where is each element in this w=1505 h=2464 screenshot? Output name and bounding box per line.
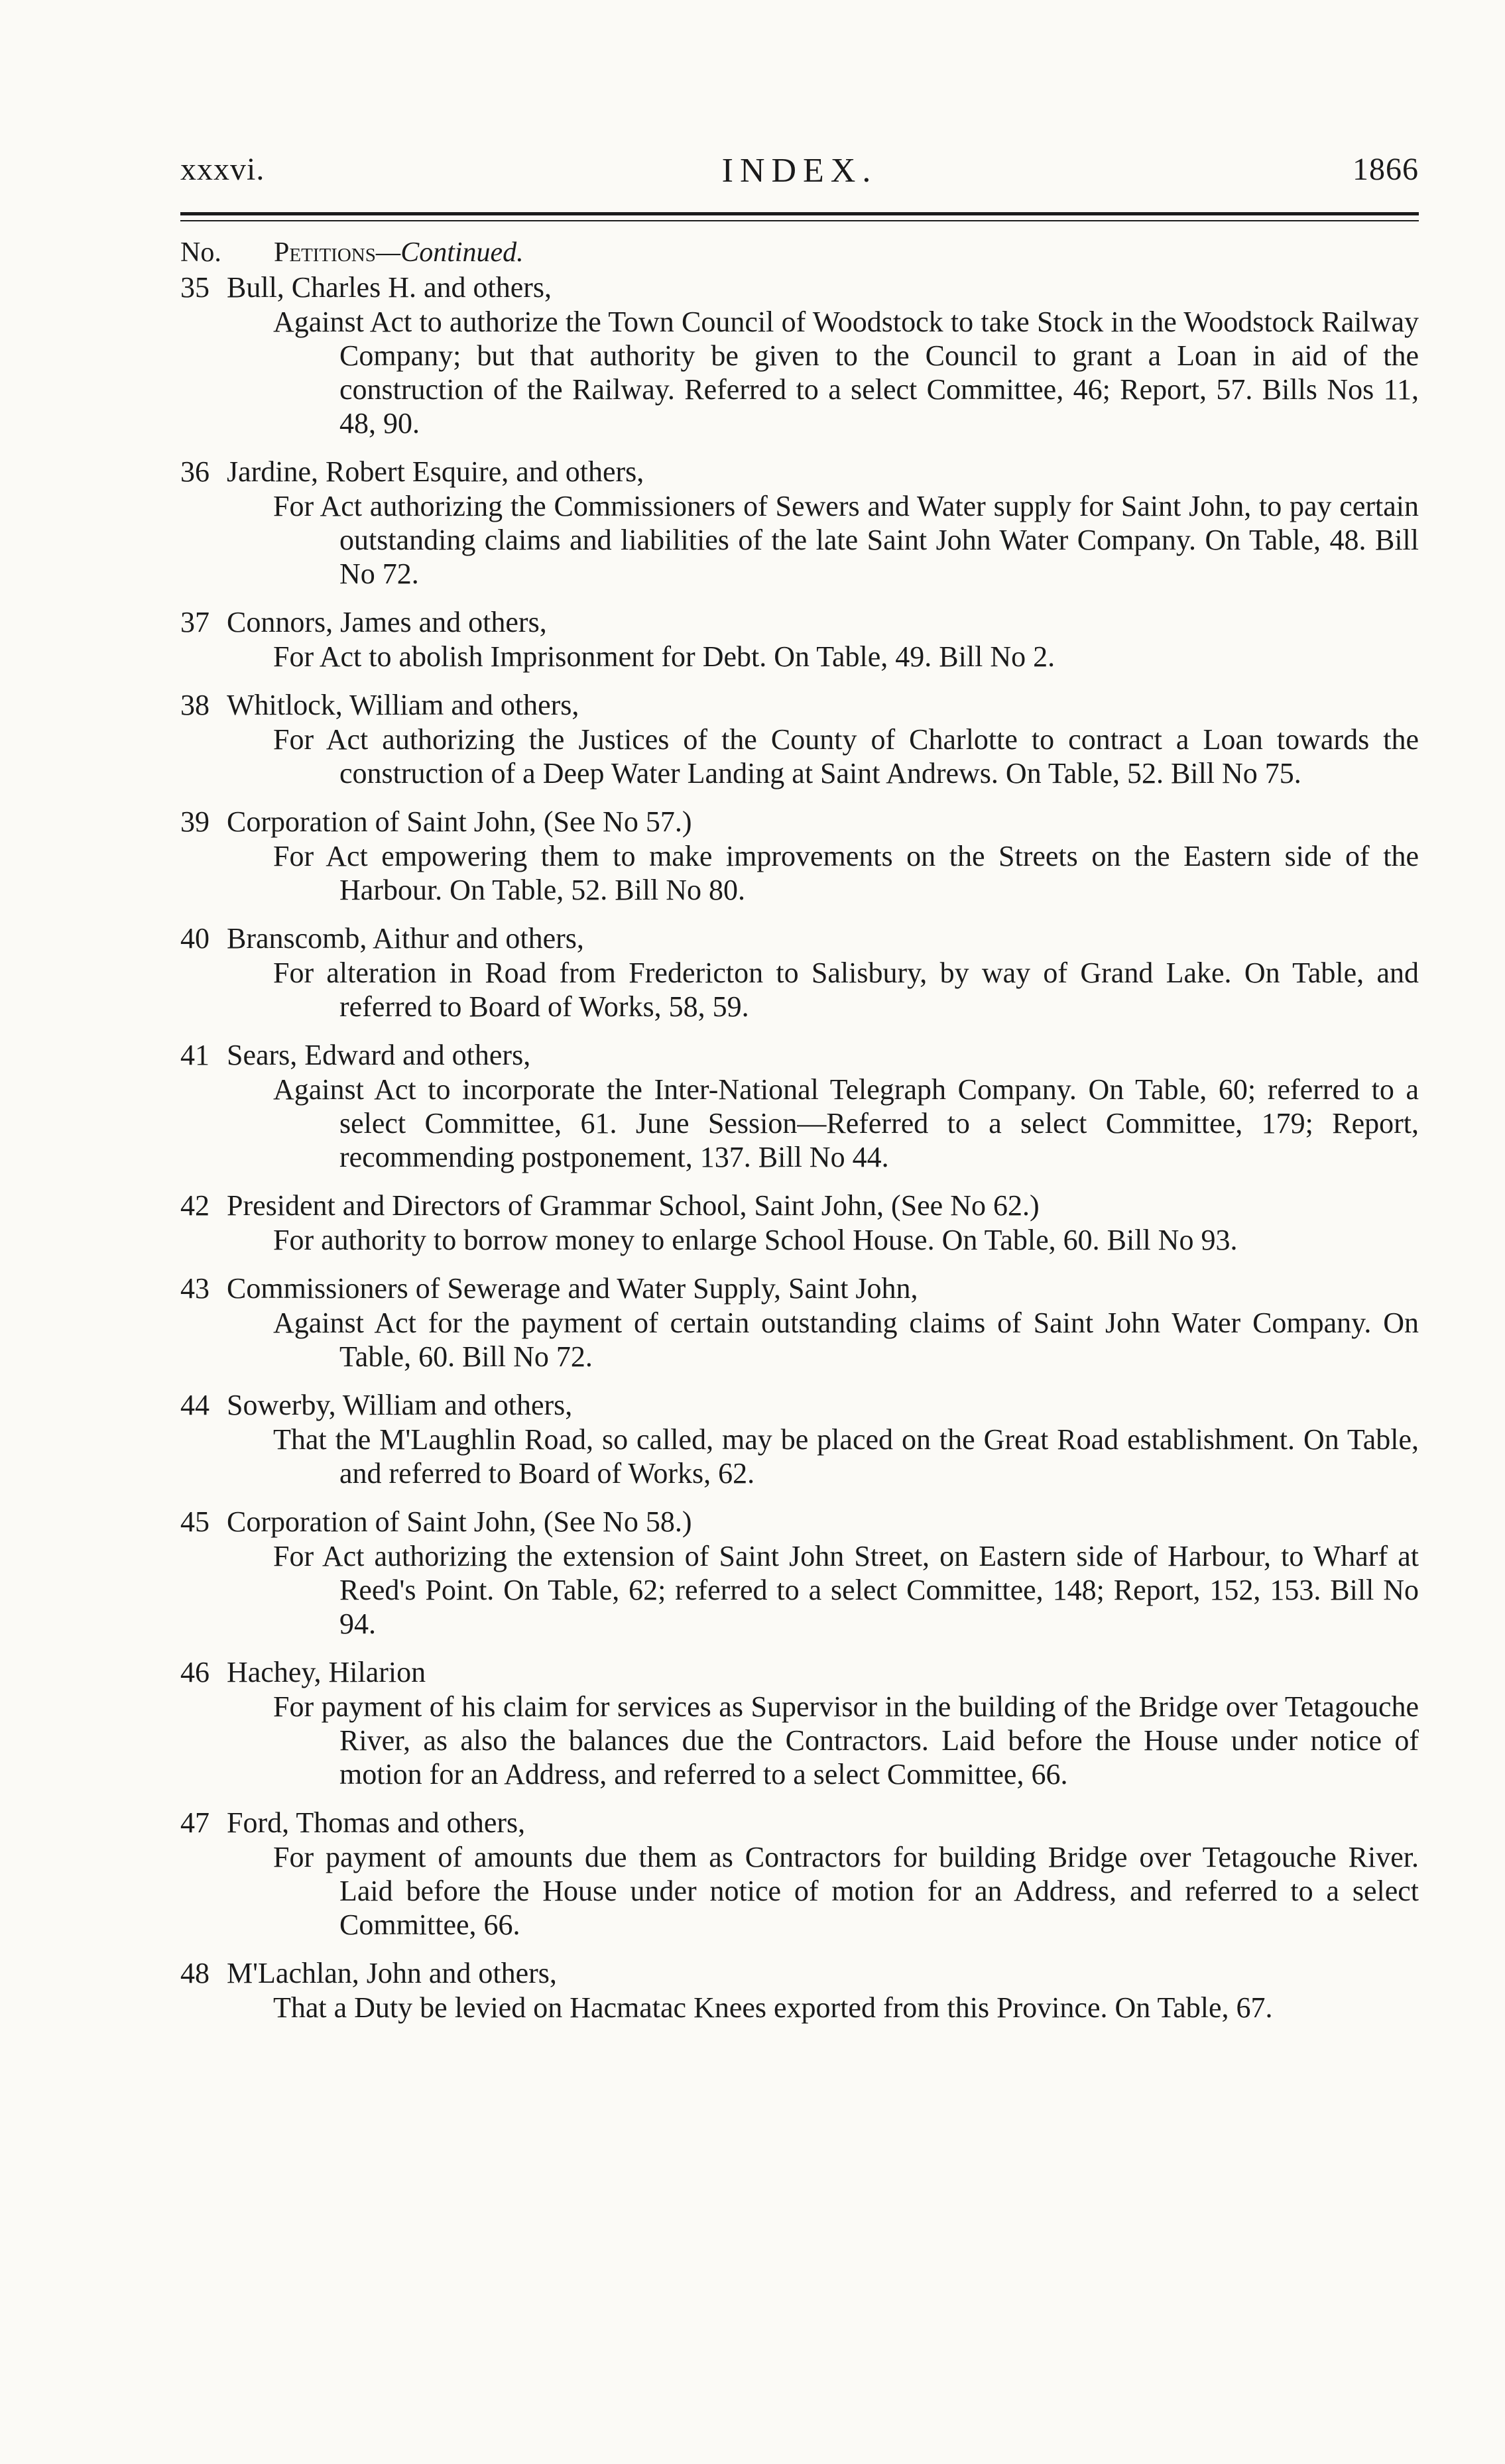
petitioner-name: Whitlock, William and others, [227, 689, 579, 721]
section-heading [180, 235, 524, 270]
petitioner-name: President and Directors of Grammar School, Saint John, (See No 62.) [227, 1189, 1040, 1222]
number-column-label: No. [180, 237, 221, 268]
entry-number: 44 [180, 1389, 210, 1421]
entry-description: For payment of amounts due them as Contractors for building Bridge over Tetagouche River. Laid before the House under notice of motion for an Address, and referred to a select Committee, 66. [273, 1841, 1419, 1941]
index-entry [180, 1271, 1419, 1374]
entry-heading [180, 1956, 1419, 1991]
index-entry [180, 688, 1419, 790]
header-rule-thick [180, 212, 1419, 215]
index-entry [180, 1038, 1419, 1174]
entry-list [180, 270, 1419, 2039]
index-entry [180, 921, 1419, 1024]
entry-description: For Act authorizing the Commissioners of Sewers and Water supply for Saint John, to pay certain outstanding claims and liabilities of the late Saint John Water Company. On Table, 48. Bill No 72. [273, 490, 1419, 590]
index-entry [180, 1956, 1419, 2024]
section-continued: —Continued. [375, 237, 524, 268]
entry-number: 46 [180, 1656, 210, 1688]
petitioner-name: Hachey, Hilarion [227, 1656, 426, 1688]
entry-description: Against Act for the payment of certain outstanding claims of Saint John Water Company. On Table, 60. Bill No 72. [273, 1307, 1419, 1373]
petitioner-name: Commissioners of Sewerage and Water Supply, Saint John, [227, 1272, 918, 1305]
entry-description: Against Act to authorize the Town Council of Woodstock to take Stock in the Woodstock Railway Company; but that authority be given to the Council to grant a Loan in aid of the construction of the Railway. Referred to a select Committee, 46; Report, 57. Bills Nos 11, 48, 90. [273, 306, 1419, 440]
entry-description: That a Duty be levied on Hacmatac Knees exported from this Province. On Table, 67. [273, 1991, 1273, 2024]
entry-heading [180, 1655, 1419, 1690]
index-entry [180, 1806, 1419, 1942]
petitioner-name: Jardine, Robert Esquire, and others, [227, 455, 644, 488]
entry-heading [180, 1505, 1419, 1539]
entry-number: 42 [180, 1189, 210, 1222]
entry-description: For Act authorizing the extension of Saint John Street, on Eastern side of Harbour, to Wharf at Reed's Point. On Table, 62; referred to a select Committee, 148; Report, 152, 153. Bill No 94. [273, 1540, 1419, 1640]
entry-number: 47 [180, 1806, 210, 1839]
index-entry [180, 1388, 1419, 1490]
header-rule-thin [180, 220, 1419, 221]
entry-number: 41 [180, 1039, 210, 1071]
entry-description: For authority to borrow money to enlarge School House. On Table, 60. Bill No 93. [273, 1224, 1238, 1256]
petitioner-name: Sears, Edward and others, [227, 1039, 531, 1071]
entry-number: 48 [180, 1957, 210, 1989]
index-entry [180, 605, 1419, 674]
entry-number: 35 [180, 271, 210, 304]
petitioner-name: Connors, James and others, [227, 606, 547, 638]
entry-heading [180, 455, 1419, 489]
entry-description: For Act empowering them to make improvements on the Streets on the Eastern side of the Harbour. On Table, 52. Bill No 80. [273, 840, 1419, 906]
index-entry [180, 270, 1419, 440]
petitioner-name: Corporation of Saint John, (See No 57.) [227, 805, 692, 838]
entry-description: For Act authorizing the Justices of the County of Charlotte to contract a Loan towards the construction of a Deep Water Landing at Saint Andrews. On Table, 52. Bill No 75. [273, 723, 1419, 790]
index-entry [180, 805, 1419, 907]
page-title: INDEX. [721, 152, 878, 190]
entry-number: 37 [180, 606, 210, 638]
running-head [180, 151, 1419, 198]
entry-number: 38 [180, 689, 210, 721]
index-entry [180, 1505, 1419, 1641]
entry-heading [180, 1806, 1419, 1840]
entry-description: That the M'Laughlin Road, so called, may be placed on the Great Road establishment. On Table, and referred to Board of Works, 62. [273, 1423, 1419, 1490]
petitioner-name: Sowerby, William and others, [227, 1389, 573, 1421]
entry-heading [180, 921, 1419, 956]
entry-number: 45 [180, 1505, 210, 1538]
petitioner-name: Corporation of Saint John, (See No 58.) [227, 1505, 692, 1538]
index-entry [180, 455, 1419, 591]
petitioner-name: Bull, Charles H. and others, [227, 271, 552, 304]
entry-description: For payment of his claim for services as Supervisor in the building of the Bridge over Tetagouche River, as also the balances due the Contractors. Laid before the House under notice of motion for an Address, and referred to a select Committee, 66. [273, 1690, 1419, 1790]
entry-number: 36 [180, 455, 210, 488]
year: 1866 [1353, 152, 1419, 187]
entry-number: 39 [180, 805, 210, 838]
entry-description: For alteration in Road from Fredericton to Salisbury, by way of Grand Lake. On Table, and referred to Board of Works, 58, 59. [273, 957, 1419, 1023]
entry-heading [180, 605, 1419, 640]
entry-heading [180, 688, 1419, 723]
entry-heading [180, 1189, 1419, 1223]
petitioner-name: M'Lachlan, John and others, [227, 1957, 557, 1989]
entry-heading [180, 1388, 1419, 1423]
section-title: Petitions [274, 237, 376, 268]
entry-number: 43 [180, 1272, 210, 1305]
petitioner-name: Branscomb, Aithur and others, [227, 922, 584, 955]
index-entry [180, 1655, 1419, 1791]
entry-heading [180, 805, 1419, 839]
page-number: xxxvi. [180, 152, 265, 187]
entry-description: Against Act to incorporate the Inter-National Telegraph Company. On Table, 60; referred to a select Committee, 61. June Session—Referred to a select Committee, 179; Report, recommending postponement, 137. Bill No 44. [273, 1073, 1419, 1173]
petitioner-name: Ford, Thomas and others, [227, 1806, 526, 1839]
entry-description: For Act to abolish Imprisonment for Debt. On Table, 49. Bill No 2. [273, 640, 1055, 673]
index-entry [180, 1189, 1419, 1257]
entry-heading [180, 270, 1419, 305]
entry-heading [180, 1038, 1419, 1073]
entry-number: 40 [180, 922, 210, 955]
entry-heading [180, 1271, 1419, 1306]
